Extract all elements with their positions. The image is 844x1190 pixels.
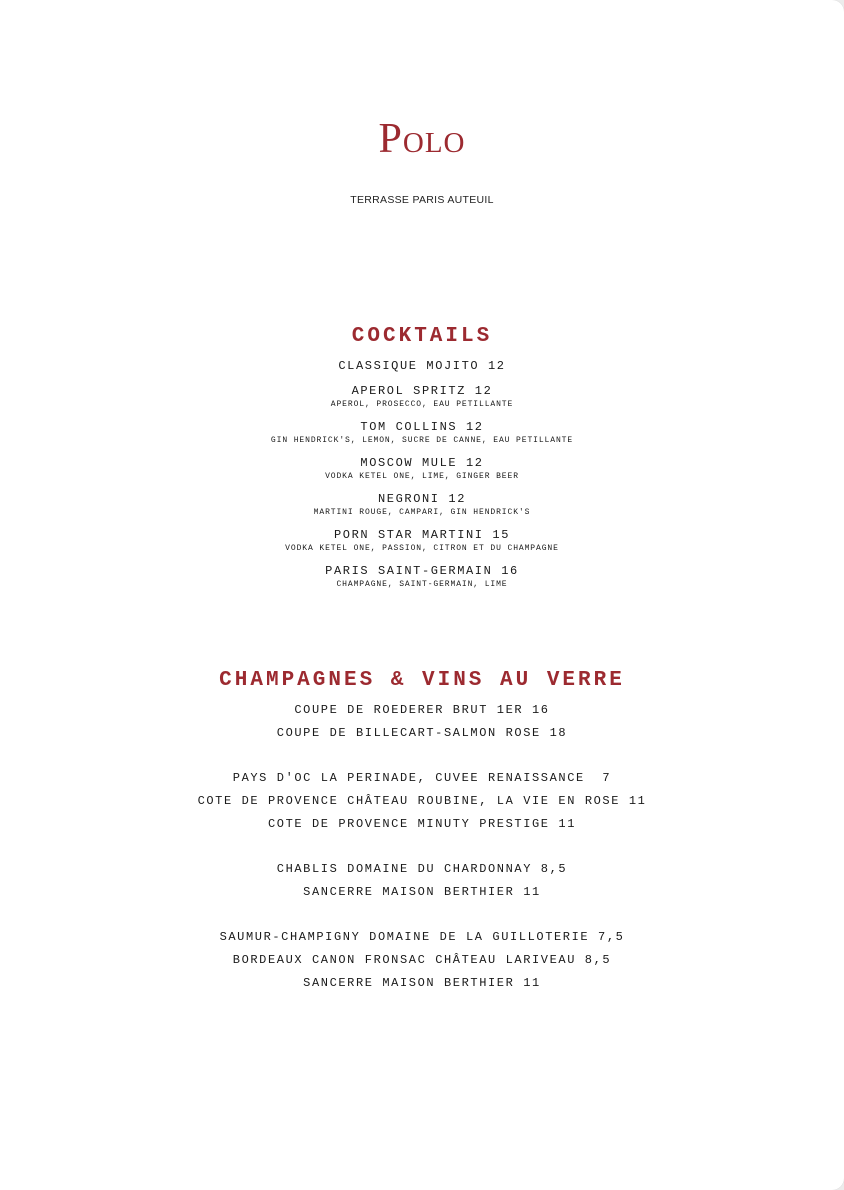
cocktail-description: MARTINI ROUGE, CAMPARI, GIN HENDRICK'S [313, 508, 531, 517]
wine-item: COTE DE PROVENCE CHÂTEAU ROUBINE, LA VIE EN ROSE 11 [197, 794, 647, 808]
wine-item: COTE DE PROVENCE MINUTY PRESTIGE 11 [267, 817, 577, 831]
cocktail-name: APEROL SPRITZ 12 [351, 384, 493, 398]
wine-item: BORDEAUX CANON FRONSAC CHÂTEAU LARIVEAU 8,5 [232, 953, 612, 967]
cocktails-section [0, 326, 844, 590]
cocktail-description: GIN HENDRICK'S, LEMON, SUCRE DE CANNE, EAU PETILLANTE [270, 436, 574, 445]
brand-subtitle: TERRASSE PARIS AUTEUIL [350, 194, 494, 206]
cocktail-item [0, 384, 844, 410]
cocktail-description: VODKA KETEL ONE, PASSION, CITRON ET DU CHAMPAGNE [285, 544, 559, 553]
wine-list [0, 699, 844, 995]
cocktail-name: PORN STAR MARTINI 15 [333, 528, 511, 542]
wine-group [0, 858, 844, 904]
cocktail-name: PARIS SAINT-GERMAIN 16 [325, 564, 519, 578]
wine-item: CHABLIS DOMAINE DU CHARDONNAY 8,5 [276, 862, 568, 876]
wine-item: SANCERRE MAISON BERTHIER 11 [303, 885, 541, 899]
cocktail-description: VODKA KETEL ONE, LIME, GINGER BEER [325, 472, 519, 481]
wine-group [0, 926, 844, 995]
cocktails-title: COCKTAILS [351, 325, 493, 348]
wine-item: COUPE DE ROEDERER BRUT 1ER 16 [294, 703, 550, 717]
wine-group [0, 767, 844, 836]
wine-item: SAUMUR-CHAMPIGNY DOMAINE DE LA GUILLOTERIE 7,5 [219, 930, 625, 944]
wine-item: PAYS D'OC LA PERINADE, CUVEE RENAISSANCE 7 [232, 771, 612, 785]
wines-section [0, 670, 844, 995]
cocktail-item [0, 564, 844, 590]
cocktail-name: MOSCOW MULE 12 [360, 456, 484, 470]
wine-item: SANCERRE MAISON BERTHIER 11 [303, 976, 541, 990]
cocktail-description: CHAMPAGNE, SAINT-GERMAIN, LIME [336, 580, 508, 589]
wine-item: COUPE DE BILLECART-SALMON ROSE 18 [276, 726, 568, 740]
cocktail-item [0, 420, 844, 446]
cocktail-list [0, 359, 844, 590]
cocktail-name: CLASSIQUE MOJITO 12 [338, 359, 506, 373]
cocktail-item [0, 528, 844, 554]
wines-title: CHAMPAGNES & VINS AU VERRE [219, 669, 625, 692]
wine-group [0, 699, 844, 745]
cocktail-name: TOM COLLINS 12 [360, 420, 484, 434]
cocktail-description: APEROL, PROSECCO, EAU PETILLANTE [330, 400, 514, 409]
cocktail-item [0, 359, 844, 374]
cocktail-item [0, 456, 844, 482]
cocktail-name: NEGRONI 12 [377, 492, 466, 506]
brand-logo: Polo [378, 116, 466, 162]
cocktail-item [0, 492, 844, 518]
